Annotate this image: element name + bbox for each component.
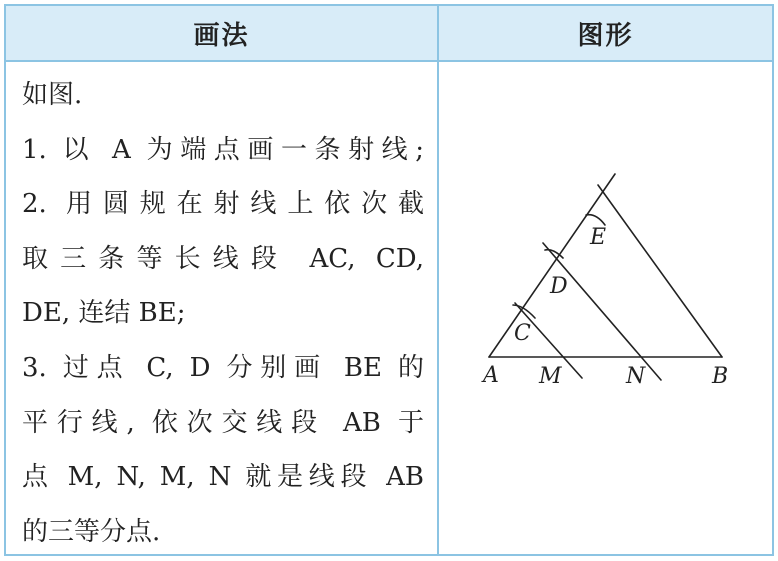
step-line: 2. 用圆规在射线上依次截 — [22, 189, 424, 220]
step-line: 的三等分点. — [22, 516, 161, 547]
label-e: E — [590, 225, 607, 250]
table-header-row — [6, 6, 772, 62]
step-line: 如图. — [22, 80, 83, 110]
header-figure: 图形 — [577, 20, 634, 51]
segment-be — [598, 185, 722, 357]
construction-steps — [22, 68, 424, 559]
arc-mark-e — [586, 215, 605, 225]
label-c: C — [514, 321, 531, 346]
label-d: D — [550, 274, 568, 299]
step-line: 取三条等长线段 AC, CD, — [22, 243, 424, 274]
label-n: N — [626, 364, 646, 389]
geometry-figure — [439, 62, 772, 556]
label-m: M — [539, 364, 562, 389]
step-line: DE, 连结 BE; — [22, 298, 186, 329]
construction-table — [4, 4, 774, 556]
figure-canvas — [439, 62, 772, 556]
parallel-through-d — [543, 243, 661, 380]
label-a: A — [483, 363, 499, 388]
label-b: B — [712, 364, 729, 389]
step-line: 平行线, 依次交线段 AB 于 — [22, 407, 424, 438]
step-line: 点 M, N, M, N 就是线段 AB — [22, 462, 424, 493]
ray-from-a — [489, 174, 615, 357]
step-line: 1. 以 A 为端点画一条射线; — [22, 134, 424, 165]
header-method: 画法 — [193, 20, 250, 51]
step-line: 3. 过点 C, D 分别画 BE 的 — [22, 352, 424, 383]
